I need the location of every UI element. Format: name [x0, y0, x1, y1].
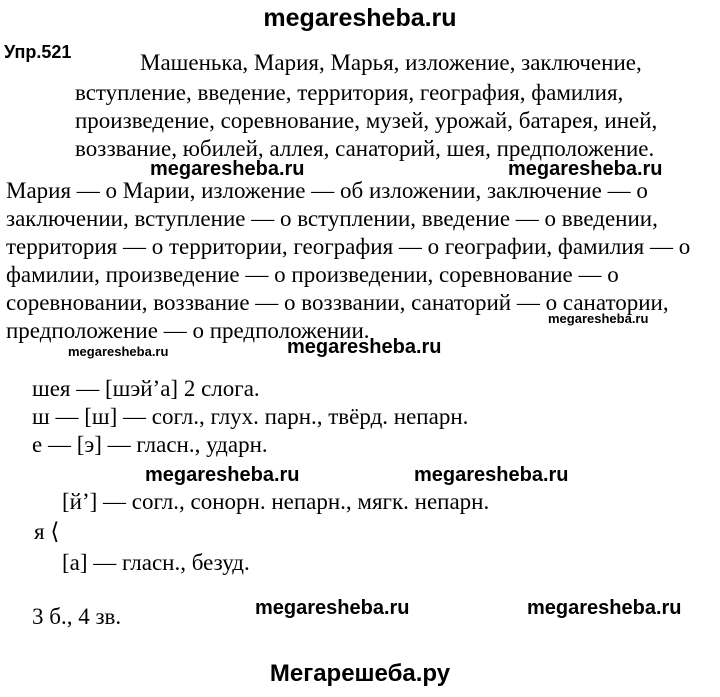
analysis-ya-line: я ⟨: [34, 519, 60, 544]
watermark: megaresheba.ru: [527, 597, 682, 619]
word-list-line: вступление, введение, территория, география, фамилия,: [75, 80, 624, 105]
watermark: megaresheba.ru: [255, 597, 410, 619]
header-site-title: megaresheba.ru: [263, 4, 457, 32]
analysis-count-line: 3 б., 4 зв.: [32, 604, 122, 629]
word-list-line: произведение, соревнование, музей, урожай, батарея, иней,: [75, 108, 658, 133]
analysis-a-line: [а] — гласн., безуд.: [62, 550, 250, 575]
paragraph-line: заключении, вступление — о вступлении, введение — о введении,: [6, 206, 658, 231]
exercise-label: Упр.521: [4, 42, 72, 62]
watermark-small: megaresheba.ru: [548, 311, 649, 326]
watermark: megaresheba.ru: [287, 336, 442, 358]
watermark: megaresheba.ru: [150, 158, 305, 180]
word-list-line: воззвание, юбилей, аллея, санаторий, шея, предположение.: [75, 136, 655, 161]
word-list-line: Машенька, Мария, Марья, изложение, заключение,: [140, 50, 642, 75]
analysis-word-line: шея — [шэй’а] 2 слога.: [32, 376, 260, 401]
analysis-sh-line: ш — [ш] — согл., глух. парн., твёрд. непарн.: [32, 404, 469, 429]
footer-site-title: Мегарешеба.ру: [269, 660, 451, 687]
paragraph-line: соревновании, воззвание — о воззвании, санаторий — о санатории,: [6, 290, 669, 315]
watermark: megaresheba.ru: [145, 464, 300, 486]
analysis-e-line: е — [э] — гласн., ударн.: [32, 432, 268, 457]
analysis-yod-line: [й’] — согл., сонорн. непарн., мягк. непарн.: [62, 489, 490, 514]
paragraph-line: территория — о территории, география — о географии, фамилия — о: [6, 234, 691, 259]
paragraph-line: Мария — о Марии, изложение — об изложении, заключение — о: [6, 178, 648, 203]
paragraph-line: фамилии, произведение — о произведении, соревнование — о: [6, 262, 619, 287]
watermark: megaresheba.ru: [414, 464, 569, 486]
watermark: megaresheba.ru: [508, 158, 663, 180]
watermark-small: megaresheba.ru: [68, 344, 169, 359]
paragraph-line: предположение — о предположении.: [6, 318, 370, 343]
